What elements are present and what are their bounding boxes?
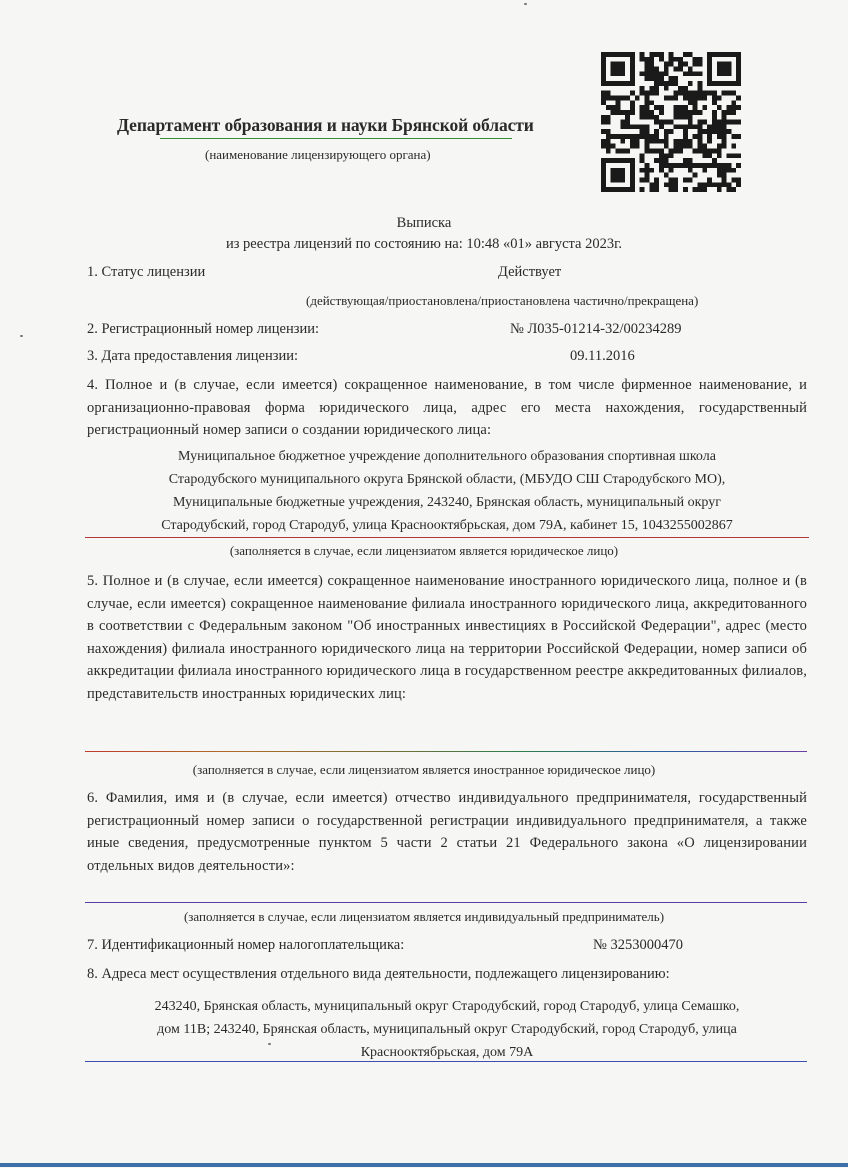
- activity-addresses-underline: [85, 1061, 807, 1062]
- bottom-edge-line: [0, 1163, 848, 1167]
- licensing-authority-name: Департамент образования и науки Брянской области: [117, 115, 534, 135]
- extract-subtitle: из реестра лицензий по состоянию на: 10:48 «01» августа 2023г.: [225, 236, 623, 252]
- activity-address-line: дом 11В; 243240, Брянская область, муниципальный округ Стародубский, город Стародуб, улица: [157, 1022, 737, 1037]
- legal-entity-underline: [85, 537, 809, 538]
- registration-number-value: № Л035-01214-32/00234289: [510, 321, 682, 337]
- taxpayer-id-value: № 3253000470: [593, 937, 683, 953]
- legal-entity-section-text: 4. Полное и (в случае, если имеется) сокращенное наименование, в том числе фирменное наименование, и организационно-правовая форма юридического лица, адрес его места нахождения, государственный регистрационный номер записи о создании юридического лица:: [87, 377, 807, 438]
- legal-entity-line: Муниципальные бюджетные учреждения, 243240, Брянская область, муниципальный округ: [173, 495, 721, 510]
- scan-speck: [524, 3, 527, 5]
- foreign-entity-section-text: 5. Полное и (в случае, если имеется) сокращенное наименование иностранного юридического лица, полное и (в случае, если имеется) сокращенное наименование филиала иностранного юридического лица, аккредитованного в соответствии с Федеральным законом "Об иностранных инвестициях в Российской Федерации", адрес (место нахождения) филиала иностранного юридического лица на территории Российской Федерации, номер записи об аккредитации филиала иностранного юридического лица в государственном реестре аккредитованных филиалов, представительств иностранных юридических лиц:: [87, 573, 807, 702]
- authority-caption: (наименование лицензирующего органа): [205, 147, 431, 162]
- taxpayer-id-label: 7. Идентификационный номер налогоплательщика:: [87, 937, 405, 953]
- license-status-caption: (действующая/приостановлена/приостановлена частично/прекращена): [306, 293, 699, 308]
- entrepreneur-section-text: 6. Фамилия, имя и (в случае, если имеется) отчество индивидуального предпринимателя, государственный регистрационный номер записи о государственной регистрации индивидуального предпринимателя, а также иные сведения, предусмотренные пунктом 5 части 2 статьи 21 Федерального закона «О лицензировании отдельных видов деятельности»:: [87, 790, 807, 874]
- legal-entity-line: Стародубский, город Стародуб, улица Краснооктябрьская, дом 79А, кабинет 15, 1043255002867: [161, 518, 733, 533]
- legal-entity-caption: (заполняется в случае, если лицензиатом является юридическое лицо): [229, 543, 619, 558]
- license-status-value: Действует: [498, 264, 562, 280]
- foreign-entity-caption: (заполняется в случае, если лицензиатом является иностранное юридическое лицо): [192, 762, 656, 777]
- scan-speck: [20, 335, 23, 337]
- authority-underline: [160, 138, 512, 139]
- foreign-entity-underline: [85, 751, 807, 752]
- license-date-value: 09.11.2016: [570, 348, 635, 364]
- license-date-label: 3. Дата предоставления лицензии:: [87, 348, 299, 364]
- entrepreneur-caption: (заполняется в случае, если лицензиатом является индивидуальный предприниматель): [183, 909, 665, 924]
- legal-entity-line: Стародубского муниципального округа Брянской области, (МБУДО СШ Стародубского МО),: [168, 472, 726, 487]
- entrepreneur-underline: [85, 902, 807, 903]
- qr-code-icon: [601, 52, 741, 192]
- license-status-label: 1. Статус лицензии: [87, 264, 206, 280]
- registration-number-label: 2. Регистрационный номер лицензии:: [87, 321, 320, 337]
- scan-speck: [268, 1043, 271, 1045]
- activity-address-line: 243240, Брянская область, муниципальный округ Стародубский, город Стародуб, улица Семашко,: [154, 999, 740, 1014]
- legal-entity-line: Муниципальное бюджетное учреждение дополнительного образования спортивная школа: [178, 449, 716, 464]
- activity-address-line: Краснооктябрьская, дом 79А: [360, 1045, 534, 1060]
- legal-entity-value: [85, 445, 809, 537]
- extract-title: Выписка: [396, 215, 452, 231]
- activity-addresses-label: 8. Адреса мест осуществления отдельного вида деятельности, подлежащего лицензированию:: [87, 966, 670, 982]
- activity-addresses-value: [85, 995, 809, 1064]
